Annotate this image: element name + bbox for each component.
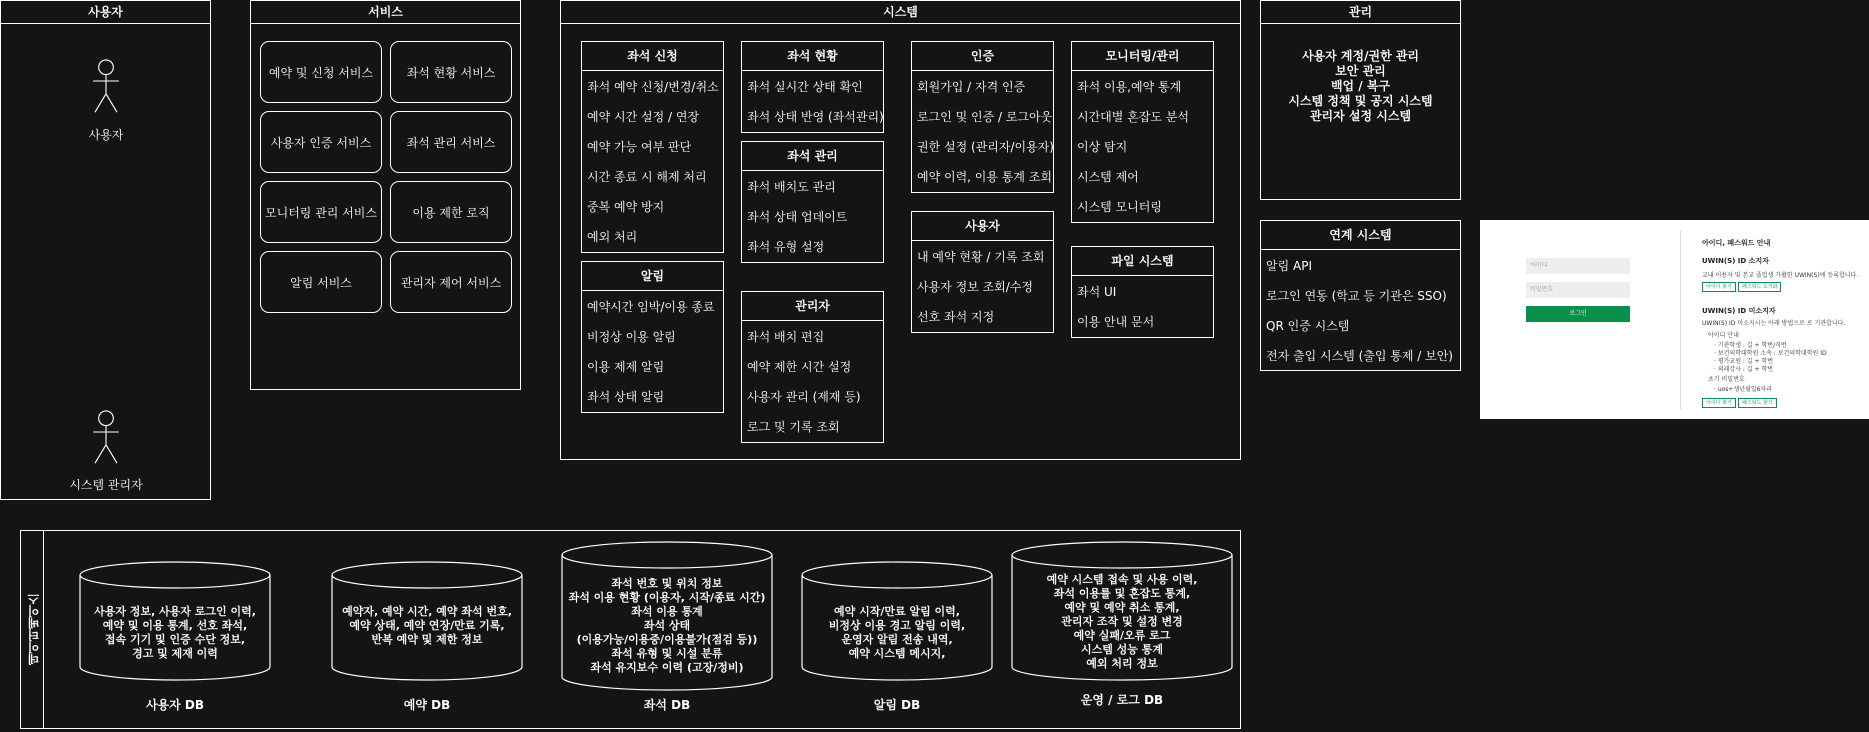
divider — [1680, 230, 1681, 410]
list-item: 시스템 제어 — [1077, 170, 1139, 184]
ops-log-db — [1011, 541, 1233, 681]
list-item: 사용자 정보 조회/수정 — [917, 280, 1034, 294]
usage-limit-logic[interactable]: 이용 제한 로직 — [390, 181, 512, 243]
bullet-item: · 외래강사 : 길 + 학번 — [1714, 366, 1774, 373]
db-lane-title: 데이터베이스 — [27, 593, 41, 665]
list-item: 좌석 배치 편집 — [747, 330, 825, 344]
list-item: 내 예약 현황 / 기록 조회 — [917, 250, 1045, 264]
db-line: 예약 시스템 접속 및 사용 이력, — [1046, 573, 1198, 586]
list-item: 예약 가능 여부 판단 — [587, 140, 692, 154]
no-id-text: UWIN(S) ID 미소지시는 아래 방법으로 로 기관합니다. — [1702, 320, 1846, 327]
notify-title: 알림 — [582, 262, 723, 291]
mgmt-line: 보안 관리 — [1335, 64, 1386, 78]
seat-manage-service[interactable]: 좌석 관리 서비스 — [390, 111, 512, 173]
db-lane — [20, 530, 1241, 729]
admin-title: 관리자 — [742, 292, 883, 321]
find-id-chip[interactable]: 아이디 찾기 — [1702, 282, 1736, 292]
service-lane-title: 서비스 — [251, 1, 520, 24]
db-line: 예약자, 예약 시간, 예약 좌석 번호, — [342, 605, 512, 618]
has-id-text: 교내 이용자 및 본교 졸업생 가활한 UWIN(S)에 등록합니다. — [1702, 272, 1859, 279]
bullet-item: · uos+생년월일6자리 — [1714, 386, 1773, 393]
list-item: 예외 처리 — [587, 230, 638, 244]
mgmt-line: 시스템 정책 및 공지 시스템 — [1288, 94, 1433, 108]
user-actor-icon — [91, 59, 121, 114]
list-item: 이용 제제 알림 — [587, 360, 665, 374]
notify-db — [801, 561, 993, 681]
guide-title: 아이디, 패스워드 안내 — [1702, 239, 1771, 247]
db-line: 운영자 알림 전송 내역, — [841, 633, 953, 646]
list-item: 예약 시간 설정 / 연장 — [587, 110, 700, 124]
list-item: 시스템 모니터링 — [1077, 200, 1162, 214]
db-line: 반복 예약 및 제한 정보 — [371, 633, 483, 646]
db-line: 비정상 이용 경고 알림 이력, — [828, 619, 966, 632]
seat-apply-box — [581, 41, 724, 253]
list-item: 시간대별 혼잡도 분석 — [1077, 110, 1189, 124]
seat-status-box — [741, 41, 884, 133]
list-item: 로그 및 기록 조회 — [747, 420, 840, 434]
db-line: 좌석 유지보수 이력 (고장/정비) — [590, 661, 744, 674]
list-item: 좌석 UI — [1077, 285, 1117, 299]
db-line: 예외 처리 정보 — [1086, 657, 1158, 670]
mgmt-line: 관리자 설정 시스템 — [1309, 109, 1412, 123]
mgmt-line: 사용자 계정/권한 관리 — [1301, 49, 1420, 63]
user-auth-service[interactable]: 사용자 인증 서비스 — [260, 111, 382, 173]
auth-title: 인증 — [912, 42, 1053, 71]
reservation-db-label: 예약 DB — [403, 698, 451, 712]
service-lane — [250, 0, 521, 390]
mgmt-lane-title: 관리 — [1261, 1, 1460, 24]
link-lane-title: 연계 시스템 — [1261, 221, 1460, 250]
find-id-chip-2[interactable]: 아이디 찾기 — [1702, 398, 1736, 408]
db-line: 좌석 상태 — [643, 619, 691, 632]
admin-actor-icon — [91, 410, 121, 465]
list-item: 좌석 유형 설정 — [747, 240, 825, 254]
db-line: 시스템 성능 통계 — [1080, 643, 1164, 656]
list-item: 중복 예약 방지 — [587, 200, 665, 214]
login-button[interactable]: 로그인 — [1526, 306, 1630, 322]
no-id-title: UWIN(S) ID 미소지자 — [1702, 307, 1776, 315]
seat-manage-title: 좌석 관리 — [742, 142, 883, 171]
bullet-item: · 평가교원 : 길 + 학번 — [1714, 358, 1774, 365]
has-id-title: UWIN(S) ID 소지자 — [1702, 257, 1769, 265]
user-db-label: 사용자 DB — [145, 698, 205, 712]
notification-service[interactable]: 알림 서비스 — [260, 251, 382, 313]
list-item: 좌석 상태 업데이트 — [747, 210, 848, 224]
list-item: 이용 안내 문서 — [1077, 315, 1155, 329]
auth-box — [911, 41, 1054, 193]
mgmt-line: 백업 / 복구 — [1330, 79, 1391, 93]
seat-db — [561, 541, 773, 691]
list-item: 좌석 배치도 관리 — [747, 180, 836, 194]
user-box — [911, 211, 1054, 333]
db-line: 예약 시스템 메시지, — [848, 647, 946, 660]
db-line: 사용자 정보, 사용자 로그인 이력, — [94, 605, 256, 618]
list-item: 좌석 이용,예약 통계 — [1077, 80, 1182, 94]
reset-pw-chip[interactable]: 패스워드 초기화 — [1738, 282, 1781, 292]
user-actor-label: 사용자 — [88, 128, 124, 142]
admin-actor-label: 시스템 관리자 — [69, 478, 143, 492]
list-item: 좌석 예약 신청/변경/취소 — [587, 80, 719, 94]
list-item: 권한 설정 (관리자/이용자) — [917, 140, 1054, 154]
seat-manage-box — [741, 141, 884, 263]
file-box — [1071, 246, 1214, 338]
list-item: 이상 탐지 — [1077, 140, 1128, 154]
monitor-box — [1071, 41, 1214, 223]
db-line: 예약 상태, 예약 연장/만료 기록, — [349, 619, 505, 632]
seat-db-label: 좌석 DB — [643, 698, 691, 712]
system-lane-title: 시스템 — [561, 1, 1240, 24]
notify-db-label: 알림 DB — [873, 698, 921, 712]
list-item: 좌석 실시간 상태 확인 — [747, 80, 863, 94]
db-line: 경고 및 제재 이력 — [132, 647, 218, 660]
admin-box — [741, 291, 884, 443]
user-db — [79, 561, 271, 681]
db-line: 예약 실패/오류 로그 — [1073, 629, 1171, 642]
bullet-item: · 보건의학대학원 소속 : 보건의학대학원 ID — [1714, 350, 1827, 357]
bullet-item: 초기 비밀번호 — [1708, 376, 1745, 383]
link-lane — [1260, 220, 1461, 371]
db-line: 좌석 번호 및 위치 정보 — [611, 577, 723, 590]
list-item: 로그인 연동 (학교 등 기관은 SSO) — [1266, 289, 1447, 303]
db-line: (이용가능/이용중/이용불가(점검 등)) — [576, 633, 758, 646]
password-input[interactable]: 비밀번호 — [1526, 282, 1630, 298]
list-item: 회원가입 / 자격 인증 — [917, 80, 1026, 94]
user-lane-title: 사용자 — [1, 1, 210, 24]
list-item: 좌석 상태 반영 (좌석관리) — [747, 110, 884, 124]
login-screenshot — [1480, 220, 1869, 419]
list-item: 사용자 관리 (제재 등) — [747, 390, 861, 404]
list-item: 예약 이력, 이용 통계 조회 — [917, 170, 1052, 184]
list-item: 비정상 이용 알림 — [587, 330, 676, 344]
user-lane — [0, 0, 211, 500]
monitoring-service[interactable]: 모니터링 관리 서비스 — [260, 181, 382, 243]
ops-log-db-label: 운영 / 로그 DB — [1080, 693, 1164, 707]
notify-box — [581, 261, 724, 413]
db-line: 예약 및 이용 통계, 선호 좌석, — [102, 619, 248, 632]
db-line: 좌석 이용률 및 혼잡도 통계, — [1053, 587, 1191, 600]
db-line: 좌석 유형 및 시설 분류 — [611, 647, 723, 660]
system-lane — [560, 0, 1241, 460]
list-item: 예약 제한 시간 설정 — [747, 360, 852, 374]
bullet-item: 아이디 안내 — [1708, 332, 1739, 339]
mgmt-lane — [1260, 0, 1461, 200]
seat-status-service[interactable]: 좌석 현황 서비스 — [390, 41, 512, 103]
id-input[interactable]: 아이디 — [1526, 258, 1630, 274]
db-line: 좌석 이용 통계 — [631, 605, 703, 618]
find-pw-chip[interactable]: 패스워드 찾기 — [1738, 398, 1777, 408]
file-title: 파일 시스템 — [1072, 247, 1213, 276]
admin-control-service[interactable]: 관리자 제어 서비스 — [390, 251, 512, 313]
reservation-service[interactable]: 예약 및 신청 서비스 — [260, 41, 382, 103]
list-item: 좌석 상태 알림 — [587, 390, 665, 404]
db-line: 관리자 조작 및 설정 변경 — [1061, 615, 1183, 628]
list-item: 로그인 및 인증 / 로그아웃 — [917, 110, 1053, 124]
db-line: 예약 및 예약 취소 통계, — [1064, 601, 1180, 614]
list-item: 선호 좌석 지정 — [917, 310, 995, 324]
list-item: QR 인증 시스템 — [1266, 319, 1350, 333]
db-line: 예약 시작/만료 알림 이력, — [834, 605, 960, 618]
list-item: 예약시간 임박/이용 종료 — [587, 300, 715, 314]
monitor-title: 모니터링/관리 — [1072, 42, 1213, 71]
bullet-item: · 기관학생 : 길 + 학번/직번 — [1714, 342, 1787, 349]
db-line: 좌석 이용 현황 (이용자, 시작/종료 시간) — [568, 591, 766, 604]
list-item: 전자 출입 시스템 (출입 통제 / 보안) — [1266, 349, 1453, 363]
seat-status-title: 좌석 현황 — [742, 42, 883, 71]
user-box-title: 사용자 — [912, 212, 1053, 241]
list-item: 알림 API — [1266, 259, 1312, 273]
list-item: 시간 종료 시 해제 처리 — [587, 170, 707, 184]
db-line: 접속 기기 및 인증 수단 정보, — [104, 633, 246, 646]
reservation-db — [331, 561, 523, 681]
seat-apply-title: 좌석 신청 — [582, 42, 723, 71]
